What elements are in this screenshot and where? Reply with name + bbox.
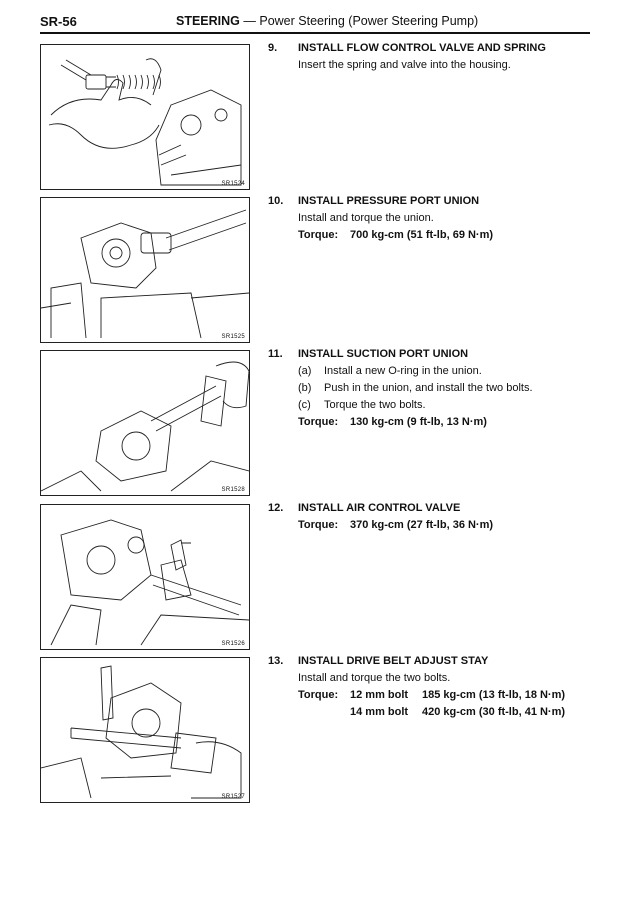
torque-value: 370 kg-cm (27 ft-lb, 36 N·m) (350, 519, 494, 531)
torque-row-14mm (268, 704, 598, 721)
step-11 (268, 346, 598, 431)
step-10 (268, 193, 598, 244)
step-number: 11. (268, 348, 283, 360)
page-number: SR-56 (40, 14, 77, 29)
step-number: 10. (268, 195, 284, 207)
torque-spec (268, 414, 598, 431)
flow-valve-illustration (41, 45, 249, 189)
substep-text: Install a new O-ring in the union. (324, 365, 482, 377)
adjust-stay-illustration (41, 658, 249, 802)
torque-value: 700 kg-cm (51 ft-lb, 69 N·m) (350, 229, 494, 241)
step-text: Install and torque the union. (298, 212, 434, 224)
substep-c (268, 397, 598, 414)
figure-code: SR1525 (221, 334, 245, 340)
torque-spec (268, 227, 598, 244)
figure-code: SR1526 (221, 641, 245, 647)
figure-code: SR1527 (221, 794, 245, 800)
torque-value: 185 kg-cm (13 ft-lb, 18 N·m) (422, 689, 566, 701)
pressure-union-illustration (41, 198, 249, 342)
step-title-text: INSTALL DRIVE BELT ADJUST STAY (298, 655, 489, 667)
torque-label: Torque: (298, 689, 339, 701)
torque-spec (268, 517, 598, 534)
substep-a (268, 363, 598, 380)
section-subtitle: — Power Steering (Power Steering Pump) (239, 14, 479, 28)
page-title (176, 14, 478, 28)
substep-text: Torque the two bolts. (324, 399, 426, 411)
suction-union-illustration (41, 351, 249, 495)
figure-air-control-valve (40, 504, 250, 650)
step-13 (268, 653, 598, 721)
step-12 (268, 500, 598, 534)
step-title (268, 193, 598, 210)
step-number: 12. (268, 502, 284, 514)
step-title (268, 500, 598, 517)
substep-letter: (b) (298, 382, 312, 394)
substep-letter: (c) (298, 399, 311, 411)
step-title (268, 346, 598, 363)
torque-label: Torque: (298, 229, 339, 241)
step-title-text: INSTALL FLOW CONTROL VALVE AND SPRING (298, 42, 546, 54)
step-title (268, 40, 598, 57)
bolt-size: 12 mm bolt (350, 689, 409, 701)
torque-label: Torque: (298, 519, 339, 531)
step-text: Install and torque the two bolts. (298, 672, 451, 684)
step-number: 13. (268, 655, 284, 667)
step-title (268, 653, 598, 670)
section-name: STEERING (176, 14, 240, 28)
substep-text: Push in the union, and install the two bolts. (324, 382, 533, 394)
step-title-text: INSTALL AIR CONTROL VALVE (298, 502, 461, 514)
step-text: Insert the spring and valve into the housing. (298, 59, 511, 71)
step-title-text: INSTALL SUCTION PORT UNION (298, 348, 469, 360)
figure-drive-belt-adjust-stay (40, 657, 250, 803)
figure-flow-control-valve (40, 44, 250, 190)
substep-letter: (a) (298, 365, 312, 377)
torque-value: 130 kg-cm (9 ft-lb, 13 N·m) (350, 416, 487, 428)
figure-code: SR1528 (221, 487, 245, 493)
figure-suction-port-union (40, 350, 250, 496)
figure-code: SR1524 (221, 181, 245, 187)
torque-label: Torque: (298, 416, 339, 428)
torque-value: 420 kg-cm (30 ft-lb, 41 N·m) (422, 706, 566, 718)
step-number: 9. (268, 42, 278, 54)
step-title-text: INSTALL PRESSURE PORT UNION (298, 195, 480, 207)
bolt-size: 14 mm bolt (350, 706, 409, 718)
torque-row-12mm (268, 687, 598, 704)
step-9 (268, 40, 598, 74)
figure-pressure-port-union (40, 197, 250, 343)
page-header (40, 12, 590, 34)
air-valve-illustration (41, 505, 249, 649)
substep-b (268, 380, 598, 397)
